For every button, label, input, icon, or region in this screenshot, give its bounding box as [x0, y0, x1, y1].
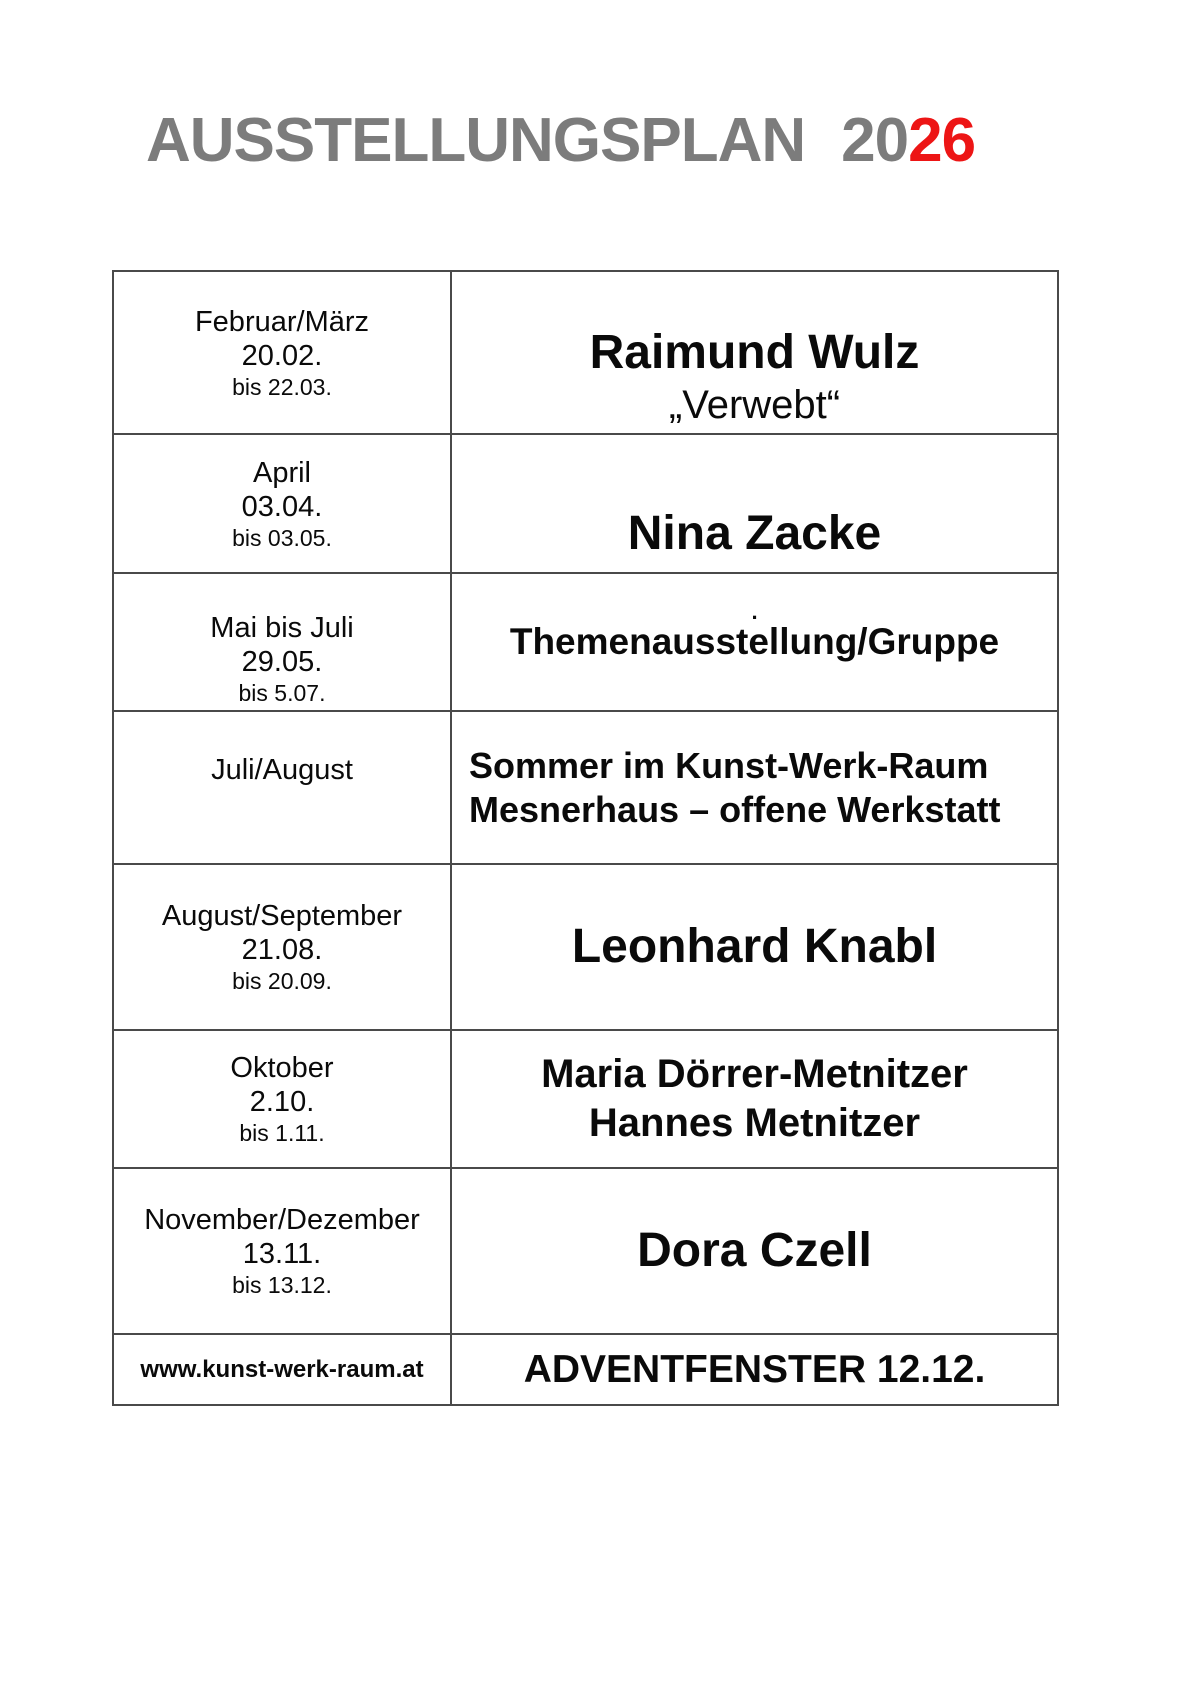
exhibition-cell [452, 1031, 1057, 1167]
exhibition-cell [452, 1335, 1057, 1404]
date-cell [114, 574, 452, 710]
exhibition-cell [452, 272, 1057, 433]
period-label: April [252, 456, 311, 489]
exhibition-plan-table [112, 270, 1059, 1406]
exhibition-cell [452, 712, 1057, 863]
start-date: 21.08. [241, 934, 323, 966]
end-date: bis 1.11. [239, 1120, 325, 1146]
period-label: Februar/März [194, 305, 370, 338]
table-row [114, 574, 1057, 712]
table-row [114, 712, 1057, 865]
exhibition-subtitle: „Verwebt“ [668, 383, 841, 427]
table-row [114, 1169, 1057, 1335]
exhibition-cell [452, 574, 1057, 710]
end-date: bis 22.03. [232, 373, 332, 400]
exhibition-title: Dora Czell [637, 1224, 872, 1277]
table-row [114, 1335, 1057, 1404]
exhibition-cell [452, 865, 1057, 1029]
exhibition-title-line1: Maria Dörrer-Metnitzer [541, 1052, 968, 1096]
table-row [114, 865, 1057, 1031]
period-label: Juli/August [211, 753, 353, 786]
start-date: 13.11. [242, 1238, 322, 1270]
title-text: AUSSTELLUNGSPLAN [146, 106, 806, 175]
date-cell [114, 435, 452, 572]
table-row [114, 272, 1057, 435]
date-cell [114, 865, 452, 1029]
start-date: 2.10. [249, 1086, 315, 1118]
table-row [114, 1031, 1057, 1169]
exhibition-title-line2: Hannes Metnitzer [588, 1101, 921, 1145]
period-label: November/Dezember [144, 1204, 420, 1236]
end-date: bis 5.07. [238, 680, 326, 706]
end-date: bis 20.09. [232, 968, 332, 994]
exhibition-title-line1: Sommer im Kunst-Werk-Raum [469, 744, 989, 786]
exhibition-cell [452, 435, 1057, 572]
exhibition-title-line2: Mesnerhaus – offene Werkstatt [469, 788, 1001, 830]
website-url: www.kunst-werk-raum.at [140, 1355, 424, 1383]
date-cell [114, 272, 452, 433]
website-cell [114, 1335, 452, 1404]
date-cell [114, 1169, 452, 1333]
date-cell [114, 1031, 452, 1167]
start-date: 03.04. [241, 490, 323, 523]
end-date: bis 13.12. [232, 1272, 332, 1298]
stray-period: . [751, 598, 758, 624]
exhibition-title: Nina Zacke [627, 507, 882, 560]
date-cell [114, 712, 452, 863]
start-date: 20.02. [241, 339, 323, 372]
period-label: Oktober [230, 1052, 334, 1084]
title-year-red: 26 [908, 106, 976, 175]
exhibition-title: Raimund Wulz [589, 326, 920, 379]
page-title [146, 106, 976, 175]
start-date: 29.05. [241, 646, 323, 678]
title-year-gray: 20 [841, 106, 909, 175]
end-date: bis 03.05. [232, 524, 332, 551]
exhibition-title: ADVENTFENSTER 12.12. [523, 1347, 986, 1391]
exhibition-cell [452, 1169, 1057, 1333]
table-row [114, 435, 1057, 574]
exhibition-title: Leonhard Knabl [571, 920, 938, 973]
period-label: August/September [161, 900, 403, 932]
period-label: Mai bis Juli [210, 612, 354, 644]
exhibition-title: Themenausstellung/Gruppe [509, 620, 1000, 662]
